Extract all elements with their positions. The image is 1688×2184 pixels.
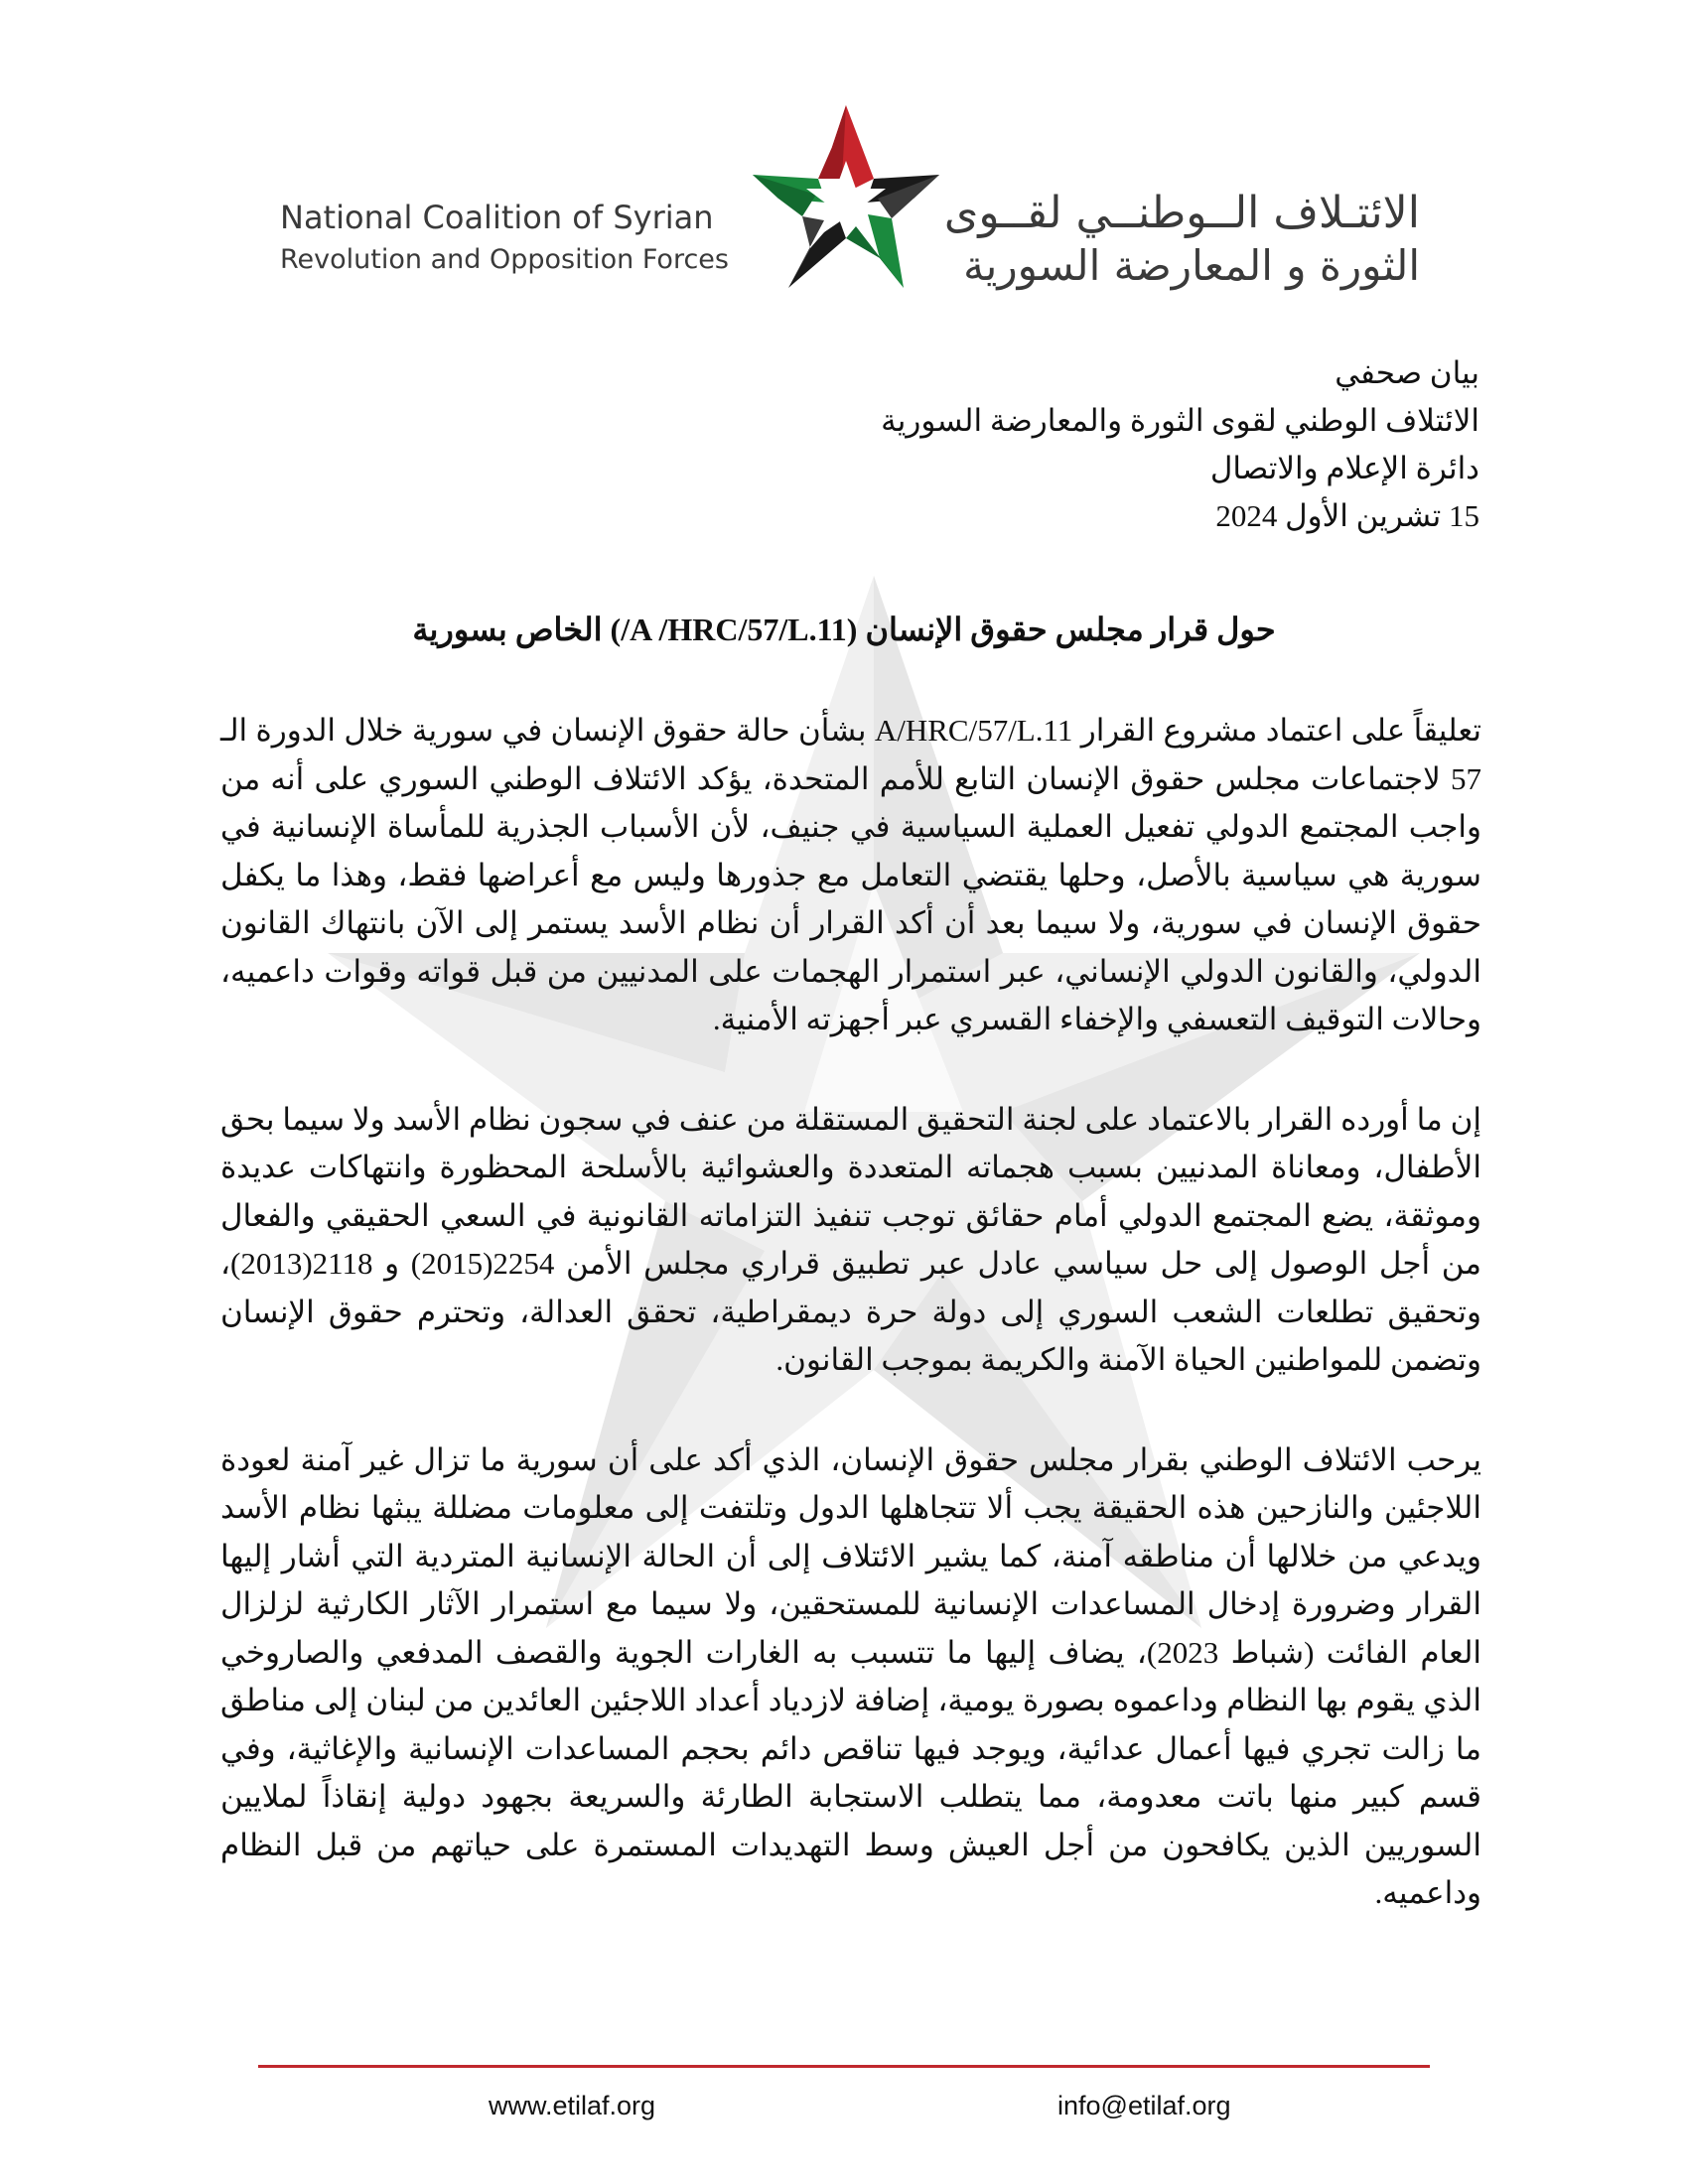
footer-divider: [258, 2065, 1430, 2068]
footer-website-link[interactable]: www.etilaf.org: [489, 2091, 656, 2120]
org-name-english: [280, 195, 757, 280]
org-name-english-line2: Revolution and Opposition Forces: [280, 244, 729, 275]
org-name-arabic: [943, 187, 1420, 292]
organization-name: الائتلاف الوطني لقوى الثورة والمعارضة السورية: [881, 403, 1479, 438]
footer-email-link[interactable]: info@etilaf.org: [1057, 2091, 1231, 2120]
document-body: [220, 707, 1481, 1970]
paragraph: تعليقاً على اعتماد مشروع القرار A/HRC/57/L.11 بشأن حالة حقوق الإنسان في سورية خلال الدورة الـ 57 لاجتماعات مجلس حقوق الإنسان التابع للأمم المتحدة، يؤكد الائتلاف الوطني السوري على أنه من واجب المجتمع الدولي تفعيل العملية السياسية في جنيف، لأن الأسباب الجذرية للمأساة الإنسانية في سورية هي سياسية بالأصل، وحلها يقتضي التعامل مع جذورها وليس مع أعراضها فقط، وهذا ما يكفل حقوق الإنسان في سورية، ولا سيما بعد أن أكد القرار أن نظام الأسد يستمر إلى الآن بانتهاك القانون الدولي، والقانون الدولي الإنساني، عبر استمرار الهجمات على المدنيين من قبل قواته وقوات داعميه، وحالات التوقيف التعسفي والإخفاء القسري عبر أجهزته الأمنية.: [220, 713, 1481, 1036]
org-name-arabic-line2: الثورة و المعارضة السورية: [963, 241, 1420, 290]
department-name: دائرة الإعلام والاتصال: [1209, 451, 1479, 485]
org-name-arabic-line1: الائتـلاف الــوطنــي لقــوى: [943, 188, 1420, 238]
coalition-star-logo-icon: [747, 99, 945, 298]
document-title: حول قرار مجلس حقوق الإنسان (A /HRC/57/L.11/) الخاص بسورية: [412, 612, 1276, 647]
press-info-block: [586, 349, 1479, 540]
document-date: 15 تشرين الأول 2024: [1215, 498, 1479, 533]
document-type: بيان صحفي: [1335, 355, 1479, 390]
letterhead: [0, 99, 1688, 328]
paragraph: يرحب الائتلاف الوطني بقرار مجلس حقوق الإنسان، الذي أكد على أن سورية ما تزال غير آمنة لعودة اللاجئين والنازحين هذه الحقيقة يجب ألا تتجاهلها الدول وتلتفت إلى معلومات مضللة يبثها نظام الأسد ويدعي من خلالها أن مناطقه آمنة، كما يشير الائتلاف إلى أن الحالة الإنسانية المتردية التي أشار إليها القرار وضرورة إدخال المساعدات الإنسانية للمستحقين، ولا سيما مع استمرار الآثار الكارثية لزلزال العام الفائت (شباط 2023)، يضاف إليها ما تتسبب به الغارات الجوية والقصف المدفعي والصاروخي الذي يقوم بها النظام وداعموه بصورة يومية، إضافة لازدياد أعداد اللاجئين العائدين من لبنان إلى مناطق ما زالت تجري فيها أعمال عدائية، ويوجد فيها تناقص دائم بحجم المساعدات الإنسانية والإغاثية، وفي قسم كبير منها باتت معدومة، مما يتطلب الاستجابة الطارئة والسريعة بجهود دولية إنقاذاً لملايين السوريين الذين يكافحون من أجل العيش وسط التهديدات المستمرة على حياتهم من قبل النظام وداعميه.: [220, 1441, 1482, 1910]
paragraph: إن ما أورده القرار بالاعتماد على لجنة التحقيق المستقلة من عنف في سجون نظام الأسد ولا سيما بحق الأطفال، ومعاناة المدنيين بسبب هجماته المتعددة والعشوائية بالأسلحة المحظورة وانتهاكات عديدة وموثقة، يضع المجتمع الدولي أمام حقائق توجب تنفيذ التزاماته القانونية في السعي الحقيقي والفعال من أجل الوصول إلى حل سياسي عادل عبر تطبيق قراري مجلس الأمن 2254(2015) و 2118(2013)، وتحقيق تطلعات الشعب السوري إلى دولة حرة ديمقراطية، تحقق العدالة، وتحترم حقوق الإنسان وتضمن للمواطنين الحياة الآمنة والكريمة بموجب القانون.: [220, 1101, 1482, 1377]
org-name-english-line1: National Coalition of Syrian: [280, 199, 714, 236]
